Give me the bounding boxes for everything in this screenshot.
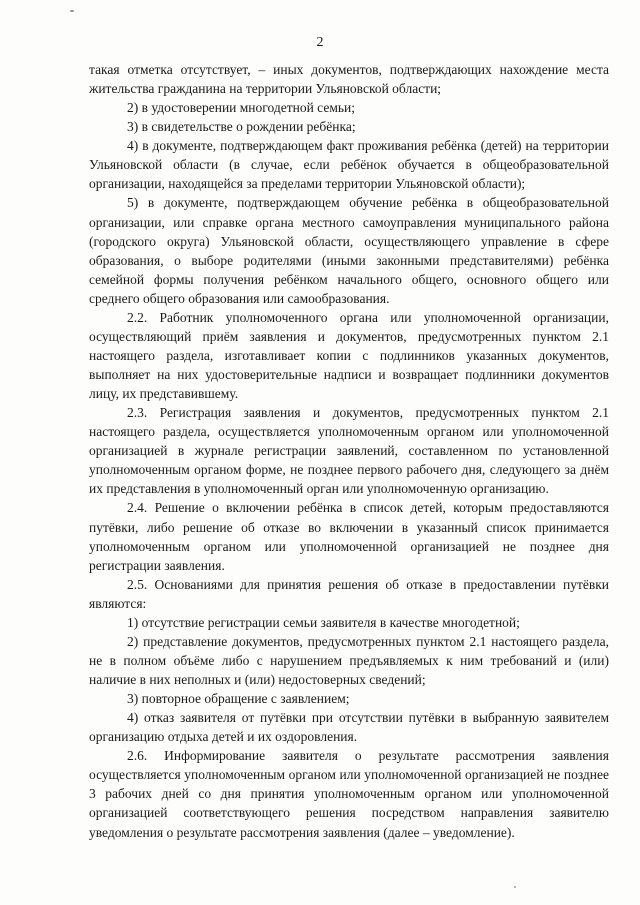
list-item: 4) отказ заявителя от путёвки при отсутствии путёвки в выбранную заявителем организацию отдыха детей и их оздоровления.	[89, 710, 609, 745]
list-item: 2) в удостоверении многодетной семьи;	[127, 100, 356, 116]
paragraph-2-3: 2.3. Регистрация заявления и документов, предусмотренных пунктом 2.1 настоящего раздела, осуществляется уполномоченным органом или уполномоченной организацией в журнале регистрации заявлений, составленном по установленной уполномоченным органом форме, не позднее первого рабочего дня, следующего за днём их представления в уполномоченный орган или уполномоченную организацию.	[89, 405, 609, 497]
list-item: 4) в документе, подтверждающем факт проживания ребёнка (детей) на территории Ульяновской области (в случае, если ребёнок обучается в общеобразовательной организации, находящейся за пределами территории Ульяновской области);	[89, 138, 609, 192]
scan-speck	[70, 10, 74, 12]
list-item: 3) повторное обращение с заявлением;	[127, 691, 350, 707]
page-number: 2	[316, 35, 324, 50]
scan-speck	[514, 886, 516, 888]
list-item: 1) отсутствие регистрации семьи заявителя в качестве многодетной;	[127, 614, 520, 630]
paragraph-2-6: 2.6. Информирование заявителя о результате рассмотрения заявления осуществляется уполномоченным органом или уполномоченной организацией не позднее 3 рабочих дней со дня принятия уполномоченным органом или уполномоченной организацией соответствующего решения посредством направления заявителю уведомления о результате рассмотрения заявления (далее – уведомление).	[89, 748, 609, 840]
paragraph-continuation: такая отметка отсутствует, – иных документов, подтверждающих нахождение места жительства гражданина на территории Ульяновской области;	[89, 62, 609, 97]
list-item: 2) представление документов, предусмотренных пунктом 2.1 настоящего раздела, не в полном объёме либо с нарушением предъявляемых к ним требований и (или) наличие в них неполных и (или) недостоверных сведений;	[89, 633, 609, 687]
list-item: 5) в документе, подтверждающем обучение ребёнка в общеобразовательной организации, или справке органа местного самоуправления муниципального района (городского округа) Ульяновской области, осуществляющего управление в сфере образования, о выборе родителями (иными законными представителями) ребёнка семейной формы получения ребёнком начального общего, основного общего или среднего общего образования или самообразования.	[89, 195, 609, 306]
paragraph-2-5: 2.5. Основаниями для принятия решения об отказе в предоставлении путёвки являются:	[89, 576, 609, 611]
paragraph-2-2: 2.2. Работник уполномоченного органа или уполномоченной организации, осуществляющий приём заявления и документов, предусмотренных пунктом 2.1 настоящего раздела, изготавливает копии с подлинников указанных документов, выполняет на них удостоверительные надписи и возвращает подлинники документов лицу, их представившему.	[89, 309, 609, 402]
list-item: 3) в свидетельстве о рождении ребёнка;	[127, 119, 356, 135]
paragraph-2-4: 2.4. Решение о включении ребёнка в список детей, которым предоставляются путёвки, либо решение об отказе во включении в указанный список принимается уполномоченным органом или уполномоченной организацией не позднее дня регистрации заявления.	[89, 500, 609, 573]
document-body	[89, 60, 609, 842]
